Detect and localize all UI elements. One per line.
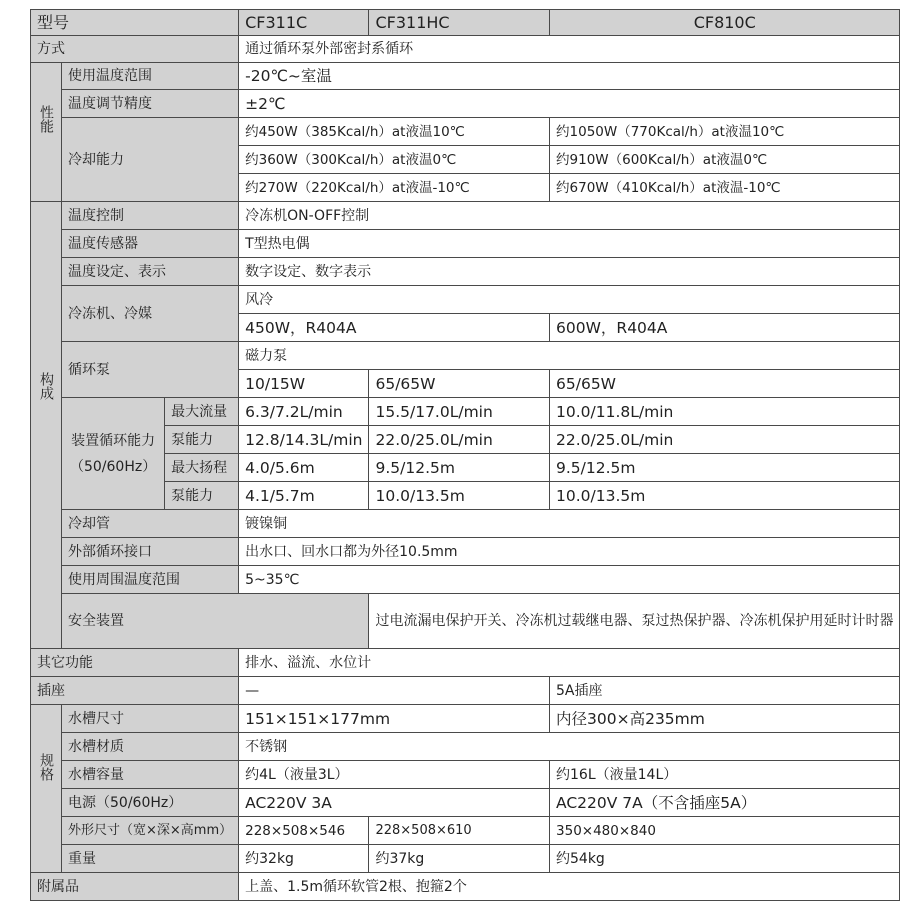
header-row bbox=[31, 10, 900, 36]
pump-m1: 10/15W bbox=[239, 370, 369, 398]
method-label: 方式 bbox=[31, 36, 239, 63]
circulation-row-label: 最大流量 bbox=[165, 398, 239, 426]
ambient-row bbox=[31, 566, 900, 594]
ambient-label: 使用周围温度范围 bbox=[62, 566, 239, 594]
tank-size-b: 内径300×高235mm bbox=[550, 705, 900, 733]
sensor-label: 温度传感器 bbox=[62, 230, 239, 258]
circulation-m1: 12.8/14.3L/min bbox=[239, 426, 369, 454]
model-cf311hc: CF311HC bbox=[369, 10, 550, 36]
spec-table bbox=[30, 9, 900, 901]
weight-label: 重量 bbox=[62, 845, 239, 873]
construction-group bbox=[31, 202, 62, 649]
model-header-label: 型号 bbox=[31, 10, 239, 36]
cooling-b-2: 约670W（410Kcal/h）at液温-10℃ bbox=[550, 174, 900, 202]
weight-row bbox=[31, 845, 900, 873]
circulation-m1: 4.0/5.6m bbox=[239, 454, 369, 482]
other-value: 排水、溢流、水位计 bbox=[239, 649, 900, 677]
circulation-label-2: （50/60Hz） bbox=[69, 458, 157, 475]
refrigerator-row bbox=[31, 286, 900, 314]
pump-m3: 65/65W bbox=[550, 370, 900, 398]
refrigerator-b: 600W，R404A bbox=[550, 314, 900, 342]
cooling-label: 冷却能力 bbox=[62, 118, 239, 202]
method-value: 通过循环泵外部密封系循环 bbox=[239, 36, 900, 63]
temp-range-value: -20℃~室温 bbox=[239, 63, 900, 90]
sensor-row bbox=[31, 230, 900, 258]
temp-range-row bbox=[31, 63, 900, 90]
construction-group-label: 构成 bbox=[38, 372, 54, 400]
weight-m3: 约54kg bbox=[550, 845, 900, 873]
cooling-b-1: 约910W（600Kcal/h）at液温0℃ bbox=[550, 146, 900, 174]
pump-row bbox=[31, 342, 900, 370]
temp-control-value: 冷冻机ON-OFF控制 bbox=[239, 202, 900, 230]
tank-size-row bbox=[31, 705, 900, 733]
weight-m1: 约32kg bbox=[239, 845, 369, 873]
circulation-m2: 15.5/17.0L/min bbox=[369, 398, 550, 426]
pump-m2: 65/65W bbox=[369, 370, 550, 398]
cooling-b-0: 约1050W（770Kcal/h）at液温10℃ bbox=[550, 118, 900, 146]
refrigerator-label: 冷冻机、冷媒 bbox=[62, 286, 239, 342]
tank-capacity-b: 约16L（液量14L） bbox=[550, 761, 900, 789]
cooling-a-1: 约360W（300Kcal/h）at液温0℃ bbox=[239, 146, 550, 174]
circulation-m2: 22.0/25.0L/min bbox=[369, 426, 550, 454]
socket-a: — bbox=[239, 677, 550, 705]
tank-material-row bbox=[31, 733, 900, 761]
temp-control-row bbox=[31, 202, 900, 230]
accessories-label: 附属品 bbox=[31, 873, 239, 901]
circulation-row-label: 泵能力 bbox=[165, 482, 239, 510]
dimensions-m1: 228×508×546 bbox=[239, 817, 369, 845]
other-label: 其它功能 bbox=[31, 649, 239, 677]
tank-capacity-a: 约4L（液量3L） bbox=[239, 761, 550, 789]
safety-value: 过电流漏电保护开关、冷冻机过载继电器、泵过热保护器、冷冻机保护用延时计时器 bbox=[369, 594, 900, 649]
circulation-m1: 4.1/5.7m bbox=[239, 482, 369, 510]
cooling-row bbox=[31, 118, 900, 146]
socket-b: 5A插座 bbox=[550, 677, 900, 705]
refrigerator-a: 450W，R404A bbox=[239, 314, 550, 342]
accessories-value: 上盖、1.5m循环软管2根、抱箍2个 bbox=[239, 873, 900, 901]
precision-value: ±2℃ bbox=[239, 90, 900, 118]
performance-group bbox=[31, 63, 62, 202]
cooling-a-0: 约450W（385Kcal/h）at液温10℃ bbox=[239, 118, 550, 146]
dimensions-m3: 350×480×840 bbox=[550, 817, 900, 845]
safety-label: 安全装置 bbox=[62, 594, 369, 649]
temp-range-label: 使用温度范围 bbox=[62, 63, 239, 90]
circulation-m1: 6.3/7.2L/min bbox=[239, 398, 369, 426]
cooling-pipe-value: 镀镍铜 bbox=[239, 510, 900, 538]
circulation-m3: 9.5/12.5m bbox=[550, 454, 900, 482]
tank-material-value: 不锈钢 bbox=[239, 733, 900, 761]
precision-row bbox=[31, 90, 900, 118]
port-label: 外部循环接口 bbox=[62, 538, 239, 566]
circulation-label bbox=[62, 398, 165, 510]
setting-row bbox=[31, 258, 900, 286]
tank-capacity-row bbox=[31, 761, 900, 789]
power-label: 电源（50/60Hz） bbox=[62, 789, 239, 817]
safety-row bbox=[31, 594, 900, 649]
dimensions-row bbox=[31, 817, 900, 845]
power-b: AC220V 7A（不含插座5A） bbox=[550, 789, 900, 817]
circulation-m2: 10.0/13.5m bbox=[369, 482, 550, 510]
temp-control-label: 温度控制 bbox=[62, 202, 239, 230]
specs-group-label: 规格 bbox=[38, 753, 54, 781]
method-row bbox=[31, 36, 900, 63]
socket-label: 插座 bbox=[31, 677, 239, 705]
precision-label: 温度调节精度 bbox=[62, 90, 239, 118]
other-row bbox=[31, 649, 900, 677]
pump-label: 循环泵 bbox=[62, 342, 239, 398]
cooling-pipe-label: 冷却管 bbox=[62, 510, 239, 538]
cooling-a-2: 约270W（220Kcal/h）at液温-10℃ bbox=[239, 174, 550, 202]
specs-group bbox=[31, 705, 62, 873]
circulation-row-label: 最大扬程 bbox=[165, 454, 239, 482]
model-cf810c: CF810C bbox=[550, 10, 900, 36]
tank-material-label: 水槽材质 bbox=[62, 733, 239, 761]
tank-size-a: 151×151×177mm bbox=[239, 705, 550, 733]
performance-group-label: 性能 bbox=[38, 105, 54, 133]
port-row bbox=[31, 538, 900, 566]
setting-value: 数字设定、数字表示 bbox=[239, 258, 900, 286]
circulation-m3: 10.0/13.5m bbox=[550, 482, 900, 510]
dimensions-m2: 228×508×610 bbox=[369, 817, 550, 845]
circulation-label-1: 装置循环能力 bbox=[71, 432, 156, 449]
socket-row bbox=[31, 677, 900, 705]
refrigerator-type: 风冷 bbox=[239, 286, 900, 314]
sensor-value: T型热电偶 bbox=[239, 230, 900, 258]
setting-label: 温度设定、表示 bbox=[62, 258, 239, 286]
tank-size-label: 水槽尺寸 bbox=[62, 705, 239, 733]
circulation-row-label: 泵能力 bbox=[165, 426, 239, 454]
model-cf311c: CF311C bbox=[239, 10, 369, 36]
port-value: 出水口、回水口都为外径10.5mm bbox=[239, 538, 900, 566]
circulation-m3: 22.0/25.0L/min bbox=[550, 426, 900, 454]
accessories-row bbox=[31, 873, 900, 901]
circulation-m2: 9.5/12.5m bbox=[369, 454, 550, 482]
circulation-row bbox=[31, 398, 900, 426]
power-a: AC220V 3A bbox=[239, 789, 550, 817]
pump-type: 磁力泵 bbox=[239, 342, 900, 370]
ambient-value: 5~35℃ bbox=[239, 566, 900, 594]
weight-m2: 约37kg bbox=[369, 845, 550, 873]
power-row bbox=[31, 789, 900, 817]
dimensions-label: 外形尺寸（宽×深×高mm） bbox=[62, 817, 239, 845]
circulation-m3: 10.0/11.8L/min bbox=[550, 398, 900, 426]
tank-capacity-label: 水槽容量 bbox=[62, 761, 239, 789]
cooling-pipe-row bbox=[31, 510, 900, 538]
